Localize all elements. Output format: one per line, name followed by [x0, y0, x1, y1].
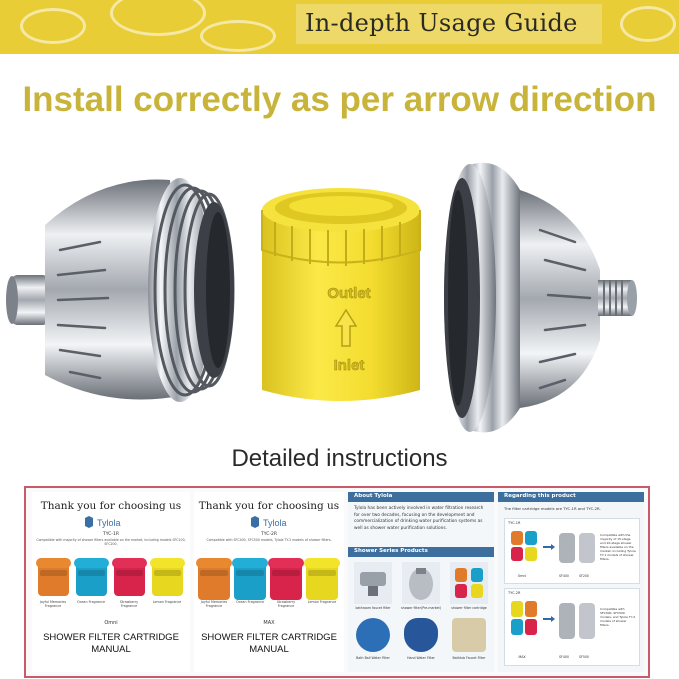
cartridge-red: [270, 560, 302, 600]
model-tag: TYC-2R: [508, 591, 521, 595]
manual-title-line: SHOWER FILTER CARTRIDGE: [43, 632, 179, 643]
model-box-image: [509, 527, 599, 575]
product-caption: Bath Ball Water Filter: [356, 656, 390, 660]
right-filter-housing: [444, 163, 637, 433]
water-splash-decoration: [110, 0, 206, 36]
model-box-label: MAX: [518, 655, 526, 659]
model-tag: TYC-1R: [508, 521, 521, 525]
about-panel: [348, 492, 494, 672]
about-header-text: About Tylola: [354, 493, 393, 499]
headline: Install correctly as per arrow direction: [22, 80, 657, 119]
fragrance-label: Lemon Fragrance: [152, 600, 182, 604]
fragrance-label: Strawberry Fragrance: [119, 600, 139, 608]
fragrance-label: Ocean Fragrance: [76, 600, 106, 604]
model-box-tyc1r: [504, 518, 640, 584]
model-number: TYC-2R: [260, 532, 277, 537]
product-thumbnail: [402, 562, 440, 604]
thank-you-text: Thank you for choosing us: [40, 500, 182, 512]
model-box-label: Omni: [517, 574, 527, 578]
left-filter-housing: [6, 178, 234, 402]
water-splash-decoration: [200, 20, 276, 52]
about-header: [348, 492, 494, 502]
banner-title: In-depth Usage Guide: [305, 9, 578, 37]
brand-name: Tylola: [97, 518, 121, 528]
model-box-image: [509, 597, 599, 653]
model-box-label: SF400: [559, 655, 569, 659]
model-box-note: Compatible with SFC400, SFC500 models, and Tylola TY-2 models of shower filters.: [600, 607, 636, 627]
bath-ball-image: [356, 618, 390, 652]
variant-label: Omni: [104, 620, 118, 626]
manual-card-omni: [32, 492, 190, 672]
hand-filter-image: [404, 618, 438, 652]
product-caption: shower filter(Pre-market): [401, 606, 441, 610]
manual-title-line: MANUAL: [91, 644, 131, 655]
model-number: TYC-1R: [102, 532, 119, 537]
fragrance-label: Joyful Memories Fragrance: [200, 600, 228, 608]
product-header-text: Regarding this product: [504, 493, 576, 499]
cartridge-orange: [198, 560, 230, 600]
product-thumbnail: [450, 562, 488, 604]
outlet-label: Outlet: [327, 285, 371, 302]
brand-logo-icon: [84, 516, 94, 528]
product-text: The filter cartridge models are TYC-1R and TYC-2R.: [504, 506, 601, 511]
product-panel: [498, 492, 644, 672]
manual-title: [32, 632, 190, 656]
header-banner: [0, 0, 679, 54]
series-header: [348, 547, 494, 557]
bathtub-filter-image: [452, 618, 486, 652]
model-box-note: Compatible with the majority of 15-stage and 20-stage shower filters available on the market, including Tylola TY-1 models of shower filters.: [600, 533, 636, 561]
manual-preview: [24, 486, 650, 678]
subheading: Detailed instructions: [231, 445, 448, 472]
about-text: Tylola has been actively involved in water filtration research for over two decades, focusing on the development and commercialization of drinking water purification systems as well as shower water purification solutions.: [354, 506, 484, 531]
manual-title-line: MANUAL: [249, 644, 289, 655]
model-box-label: SF500: [579, 655, 589, 659]
cartridge-yellow: [152, 560, 183, 596]
manual-title-line: SHOWER FILTER CARTRIDGE: [201, 632, 337, 643]
cartridge-blue: [76, 560, 107, 596]
compatibility-text: Compatible with majority of shower filters available on the market, including models SFC100, SFC200,: [36, 538, 186, 546]
manual-title: [194, 632, 344, 656]
product-illustration: [0, 150, 679, 440]
cartridge-blue: [234, 560, 266, 600]
model-box-label: SF200: [579, 574, 589, 578]
model-box-tyc2r: [504, 588, 640, 666]
fragrance-label: Ocean Fragrance: [235, 600, 265, 604]
product-header: [498, 492, 644, 502]
brand-logo-icon: [250, 516, 260, 528]
inlet-label: Inlet: [333, 357, 365, 374]
product-caption: Hand Water Filter: [407, 656, 435, 660]
model-box-label: SF400: [559, 574, 569, 578]
product-thumbnail: [354, 562, 392, 604]
series-header-text: Shower Series Products: [354, 548, 428, 554]
cartridge-orange: [38, 560, 69, 596]
product-caption: bathroom faucet filter: [355, 606, 391, 610]
brand-name: Tylola: [263, 518, 287, 528]
cartridge-yellow: [306, 560, 338, 600]
fragrance-label: Joyful Memories Fragrance: [39, 600, 67, 608]
compatibility-text: Compatible with SFC400, SFC500 models, Tylola TY-2 models of shower filters.: [206, 538, 332, 542]
fragrance-label: Strawberry Fragrance: [276, 600, 296, 608]
water-splash-decoration: [20, 8, 86, 44]
product-caption: shower filter cartridge: [451, 606, 487, 610]
cartridge-red: [114, 560, 145, 596]
water-splash-decoration: [620, 6, 676, 42]
manual-card-max: [194, 492, 344, 672]
variant-label: MAX: [263, 620, 275, 626]
product-caption: Bathtub Faucet Filter: [452, 656, 486, 660]
thank-you-text: Thank you for choosing us: [198, 500, 340, 512]
fragrance-label: Lemon Fragrance: [307, 600, 337, 604]
